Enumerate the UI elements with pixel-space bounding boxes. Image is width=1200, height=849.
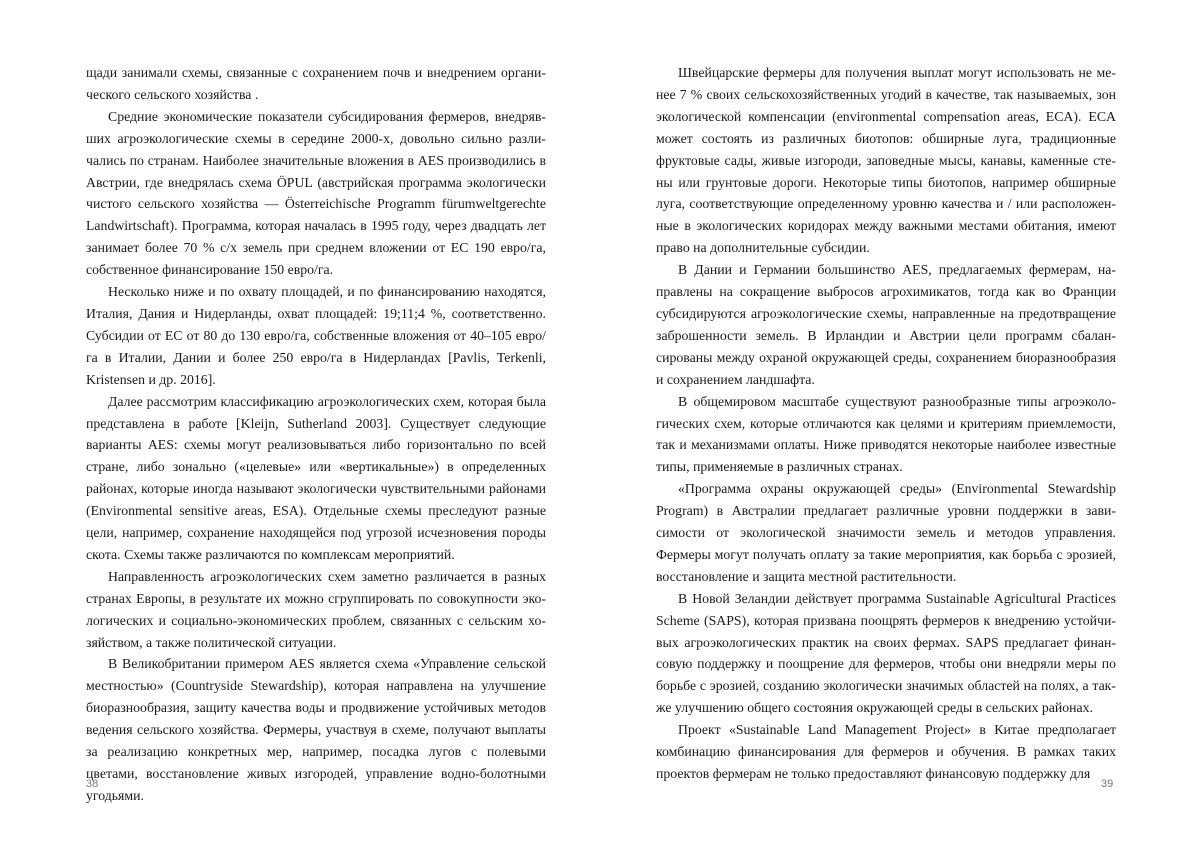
paragraph: Средние экономические показатели субсидирования фермеров, внедрявших агроэкологические схемы в середине 2000-х, довольно сильно различались по странам. Наиболее значительные вложения в AES производились в Австрии, где внедрялась схема ÖPUL (австрийская программа экологически чистого сельского хозяйства — Österreichische Programm fürumweltgerechte Landwirtschaft). Программа, которая началась в 1995 году, через двадцать лет занимает более 70 % с/х земель при среднем вложении от ЕС 190 евро/га, собственное финансирование 150 евро/га. [86,108,546,278]
paragraph: В общемировом масштабе существуют разнообразные типы агроэкологических схем, которые отличаются как целями и критериям приемлемости, так и механизмами оплаты. Ниже приводятся некоторые наиболее известные типы, применяемые в различных странах. [656,393,1116,475]
paragraph: Проект «Sustainable Land Management Project» в Китае предполагает комбинацию финансирования для фермеров и обучения. В рамках таких проектов фермерам не только предоставляют финансовую поддержку для [656,722,1116,781]
paragraph: Далее рассмотрим классификацию агроэкологических схем, которая была представлена в работе [Kleijn, Sutherland 2003]. Существует следующие варианты AES: схемы могут реализовываться либо горизонтально по всей стране, либо зонально («целевые» или «вертикальные») в определенных районах, которые иногда называют экологически чувствительными районами (Environmental sensitive areas, ESA). Отдельные схемы преследуют разные цели, например, сохранение находящейся под угрозой исчезновения породы скота. Схемы также различаются по комплексам мероприятий. [86,393,546,562]
paragraph: «Программа охраны окружающей среды» (Environmental Stewardship Program) в Австралии предлагает различные уровни поддержки в зависимости от экологической значимости земель и методов управления. Фермеры могут получать оплату за такие мероприятия, как борьба с эрозией, восстановление и защита местной растительности. [656,481,1116,584]
right-page [656,62,1116,785]
paragraph: Несколько ниже и по охвату площадей, и по финансированию находятся, Италия, Дания и Нидерланды, охват площадей: 19;11;4 %, соответственно. Субсидии от ЕС от 80 до 130 евро/га, собственные вложения от 40–105 евро/га в Италии, Дании и более 250 евро/га в Нидерландах [Pavlis, Terkenli, Kristensen и др. 2016]. [86,284,546,387]
paragraph: Швейцарские фермеры для получения выплат могут использовать не менее 7 % своих сельскохозяйственных угодий в качестве, так называемых, зон экологической компенсации (environmental compensation areas, ECA). ECA может состоять из различных биотопов: обширные луга, традиционные фруктовые сады, живые изгороди, заповедные мысы, канавы, каменные стены или грунтовые дороги. Некоторые типы биотопов, например обширные луга, соответствующие определенному уровню качества и / или расположенные в экологических коридорах между важными местами обитания, имеют право на дополнительные субсидии. [656,65,1116,256]
paragraph: В Великобритании примером AES является схема «Управление сельской местностью» (Countryside Stewardship), которая направлена на улучшение биоразнообразия, защиту качества воды и продвижение устойчивых методов ведения сельского хозяйства. Фермеры, участвуя в схеме, получают выплаты за реализацию конкретных мер, например, посадка лугов с полевыми цветами, восстановление живых изгородей, управление водно-болотными угодьями. [86,656,546,803]
paragraph: В Новой Зеландии действует программа Sustainable Agricultural Practices Scheme (SAPS), которая призвана поощрять фермеров к внедрению устойчивых агроэкологических практик на своих фермах. SAPS предлагает финансовую поддержку и поощрение для фермеров, чтобы они внедряли меры по борьбе с эрозией, созданию экологически значимых областей на полях, а также улучшению общего состояния окружающей среды в сельских районах. [656,590,1116,716]
page-number: 39 [1101,778,1114,790]
left-page [86,62,546,807]
paragraph: Направленность агроэкологических схем заметно различается в разных странах Европы, в результате их можно сгруппировать по совокупности экологических и социально-экономических проблем, связанных с сельским хозяйством, а также политической ситуации. [86,568,546,650]
page-number: 38 [86,778,99,790]
paragraph: щади занимали схемы, связанные с сохранением почв и внедрением органического сельского хозяйства . [86,65,546,102]
paragraph: В Дании и Германии большинство AES, предлагаемых фермерам, направлены на сокращение выбросов агрохимикатов, тогда как во Франции субсидируются агроэкологические схемы, направленные на предотвращение заброшенности земель. В Ирландии и Австрии цели программ сбалансированы между охраной окружающей среды, сохранением биоразнообразия и сохранением ландшафта. [656,262,1116,387]
